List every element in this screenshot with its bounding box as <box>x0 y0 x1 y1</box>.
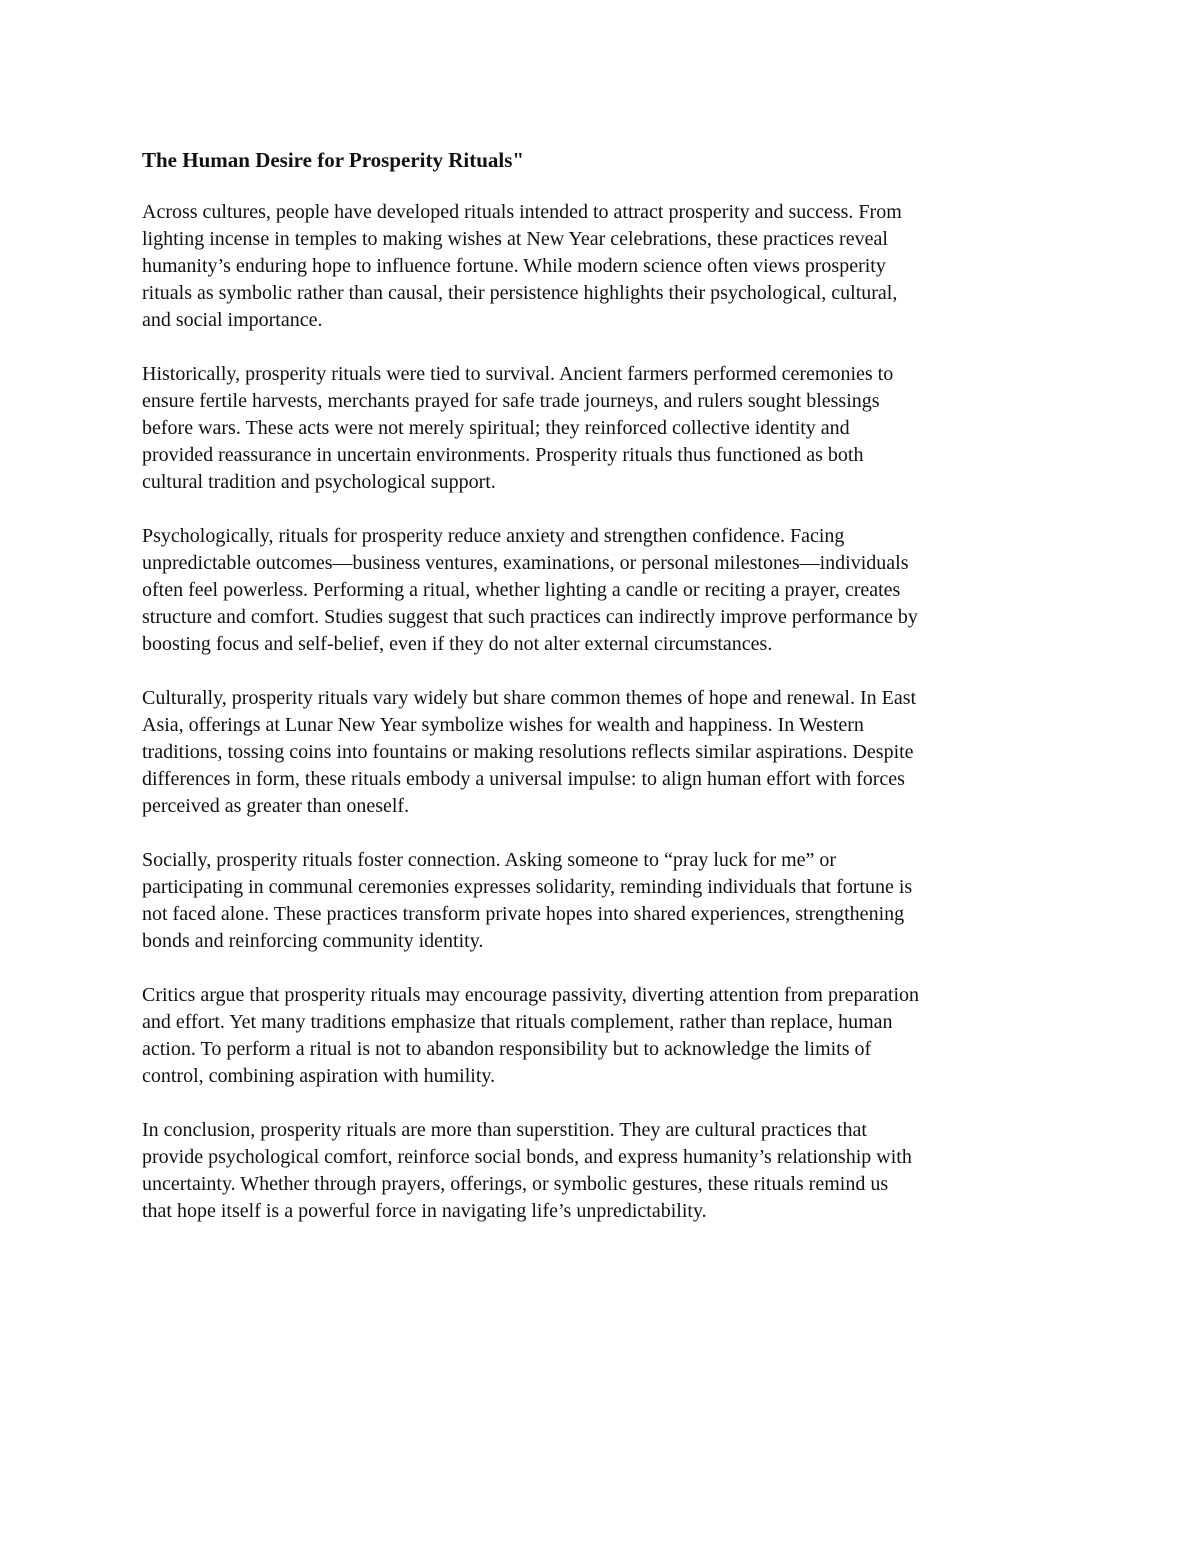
paragraph-line: cultural tradition and psychological support. <box>142 471 496 493</box>
paragraph-line: perceived as greater than oneself. <box>142 795 410 817</box>
document-body <box>142 145 1062 1252</box>
paragraph-line: control, combining aspiration with humility. <box>142 1065 496 1087</box>
paragraph-line: participating in communal ceremonies expresses solidarity, reminding individuals that fortune is <box>142 876 913 898</box>
paragraph-cultural <box>142 685 1062 820</box>
paragraph-psychological <box>142 523 1062 658</box>
paragraph-line: Asia, offerings at Lunar New Year symbolize wishes for wealth and happiness. In Western <box>142 714 864 736</box>
paragraph-line: humanity’s enduring hope to influence fortune. While modern science often views prosperity <box>142 255 886 277</box>
paragraph-line: bonds and reinforcing community identity. <box>142 930 484 952</box>
page-title: The Human Desire for Prosperity Rituals" <box>142 148 525 172</box>
paragraph-line: boosting focus and self-belief, even if they do not alter external circumstances. <box>142 633 773 655</box>
paragraph-line: provided reassurance in uncertain environments. Prosperity rituals thus functioned as both <box>142 444 864 466</box>
paragraph-line: uncertainty. Whether through prayers, offerings, or symbolic gestures, these rituals remind us <box>142 1173 889 1195</box>
paragraph-line: structure and comfort. Studies suggest that such practices can indirectly improve performance by <box>142 606 918 628</box>
paragraph-line: ensure fertile harvests, merchants prayed for safe trade journeys, and rulers sought blessings <box>142 390 880 412</box>
paragraph-line: lighting incense in temples to making wishes at New Year celebrations, these practices reveal <box>142 228 888 250</box>
paragraph-line: Socially, prosperity rituals foster connection. Asking someone to “pray luck for me” or <box>142 849 837 871</box>
paragraph-line: rituals as symbolic rather than causal, their persistence highlights their psychological, cultural, <box>142 282 898 304</box>
paragraph-line: Historically, prosperity rituals were tied to survival. Ancient farmers performed ceremonies to <box>142 363 894 385</box>
paragraph-line: traditions, tossing coins into fountains or making resolutions reflects similar aspirations. Despite <box>142 741 914 763</box>
paragraph-line: that hope itself is a powerful force in navigating life’s unpredictability. <box>142 1200 707 1222</box>
paragraph-line: Psychologically, rituals for prosperity reduce anxiety and strengthen confidence. Facing <box>142 525 845 547</box>
paragraph-historical <box>142 361 1062 496</box>
paragraph-line: and effort. Yet many traditions emphasize that rituals complement, rather than replace, human <box>142 1011 893 1033</box>
paragraph-critics <box>142 982 1062 1090</box>
paragraph-line: before wars. These acts were not merely spiritual; they reinforced collective identity and <box>142 417 850 439</box>
paragraph-line: not faced alone. These practices transform private hopes into shared experiences, strengthening <box>142 903 905 925</box>
paragraph-line: In conclusion, prosperity rituals are more than superstition. They are cultural practices that <box>142 1119 867 1141</box>
paragraph-line: action. To perform a ritual is not to abandon responsibility but to acknowledge the limits of <box>142 1038 872 1060</box>
paragraph-line: unpredictable outcomes—business ventures, examinations, or personal milestones—individuals <box>142 552 909 574</box>
paragraph-line: often feel powerless. Performing a ritual, whether lighting a candle or reciting a prayer, creates <box>142 579 901 601</box>
paragraph-social <box>142 847 1062 955</box>
paragraph-line: provide psychological comfort, reinforce social bonds, and express humanity’s relationship with <box>142 1146 912 1168</box>
paragraph-line: Across cultures, people have developed rituals intended to attract prosperity and success. From <box>142 201 902 223</box>
paragraph-line: Critics argue that prosperity rituals may encourage passivity, diverting attention from preparation <box>142 984 920 1006</box>
paragraph-conclusion <box>142 1117 1062 1225</box>
paragraph-line: Culturally, prosperity rituals vary widely but share common themes of hope and renewal. In East <box>142 687 917 709</box>
paragraph-line: and social importance. <box>142 309 323 331</box>
paragraph-intro <box>142 199 1062 334</box>
paragraph-line: differences in form, these rituals embody a universal impulse: to align human effort with forces <box>142 768 905 790</box>
